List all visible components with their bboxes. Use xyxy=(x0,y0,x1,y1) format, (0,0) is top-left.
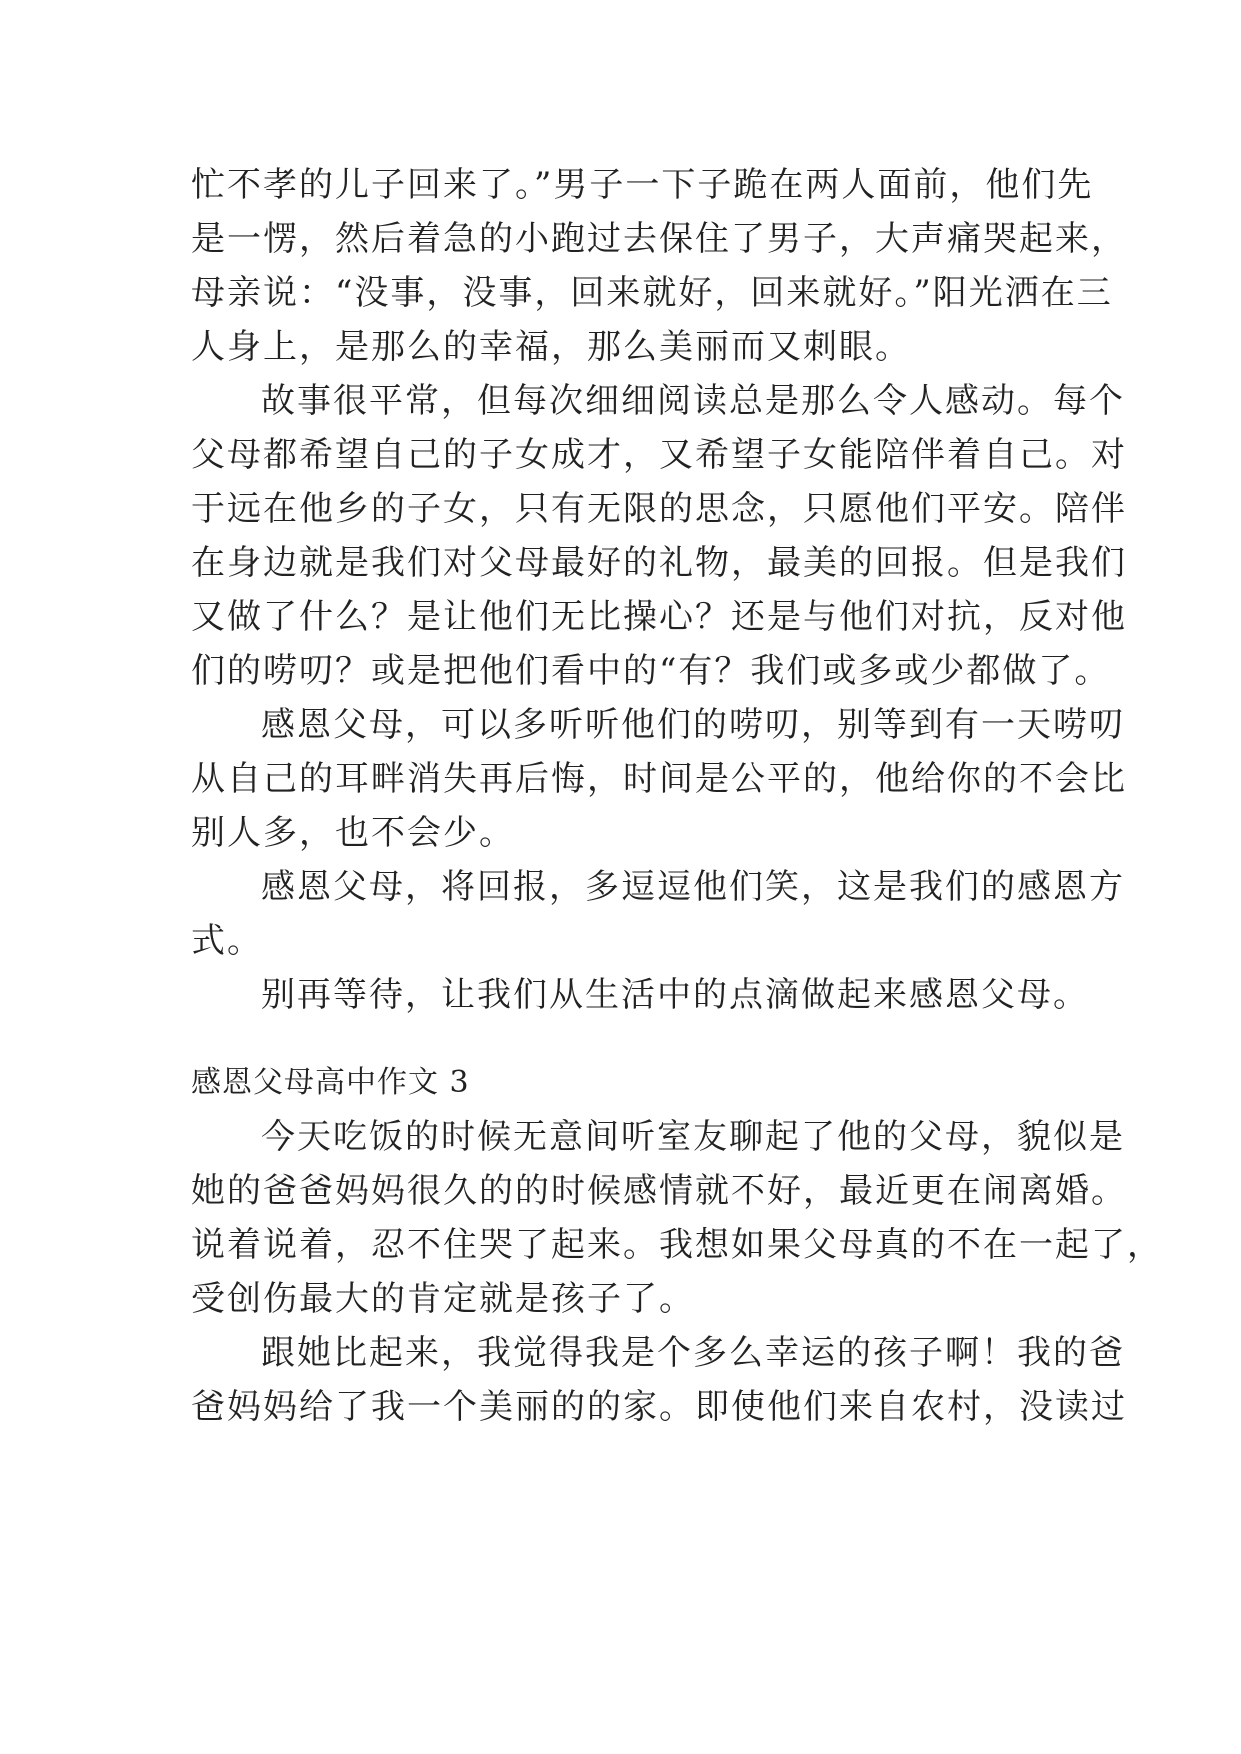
text-line: 式。 xyxy=(191,921,263,961)
text-line: 忙不孝的儿子回来了。”男子一下子跪在两人面前，他们先 xyxy=(191,165,1094,205)
text-line: 是一愣，然后着急的小跑过去保住了男子，大声痛哭起来， xyxy=(191,219,1127,259)
section-heading: 感恩父母高中作文 3 xyxy=(191,1065,470,1100)
text-line: 人身上，是那么的幸福，那么美丽而又刺眼。 xyxy=(191,327,911,367)
paragraph-start-line: 感恩父母，可以多听听他们的唠叨，别等到有一天唠叨 xyxy=(261,705,1125,745)
text-line: 说着说着，忍不住哭了起来。我想如果父母真的不在一起了， xyxy=(191,1225,1163,1265)
text-line: 从自己的耳畔消失再后悔，时间是公平的，他给你的不会比 xyxy=(191,759,1127,799)
paragraph-start-line: 故事很平常，但每次细细阅读总是那么令人感动。每个 xyxy=(261,381,1125,421)
text-line: 在身边就是我们对父母最好的礼物，最美的回报。但是我们 xyxy=(191,543,1127,583)
paragraph-start-line: 别再等待，让我们从生活中的点滴做起来感恩父母。 xyxy=(261,975,1089,1015)
text-line: 母亲说：“没事，没事，回来就好，回来就好。”阳光洒在三 xyxy=(191,273,1113,313)
document-page xyxy=(191,158,1163,1434)
text-line: 又做了什么？是让他们无比操心？还是与他们对抗，反对他 xyxy=(191,597,1127,637)
text-line: 于远在他乡的子女，只有无限的思念，只愿他们平安。陪伴 xyxy=(191,489,1127,529)
text-line: 受创伤最大的肯定就是孩子了。 xyxy=(191,1279,695,1319)
text-line: 别人多，也不会少。 xyxy=(191,813,515,853)
text-line: 爸妈妈给了我一个美丽的的家。即使他们来自农村，没读过 xyxy=(191,1387,1127,1427)
text-line: 她的爸爸妈妈很久的的时候感情就不好，最近更在闹离婚。 xyxy=(191,1171,1127,1211)
paragraph-start-line: 感恩父母，将回报，多逗逗他们笑，这是我们的感恩方 xyxy=(261,867,1125,907)
text-line: 父母都希望自己的子女成才，又希望子女能陪伴着自己。对 xyxy=(191,435,1127,475)
paragraph-start-line: 今天吃饭的时候无意间听室友聊起了他的父母，貌似是 xyxy=(261,1117,1125,1157)
text-line: 们的唠叨？或是把他们看中的“有？我们或多或少都做了。 xyxy=(191,651,1111,691)
paragraph-start-line: 跟她比起来，我觉得我是个多么幸运的孩子啊！我的爸 xyxy=(261,1333,1125,1373)
